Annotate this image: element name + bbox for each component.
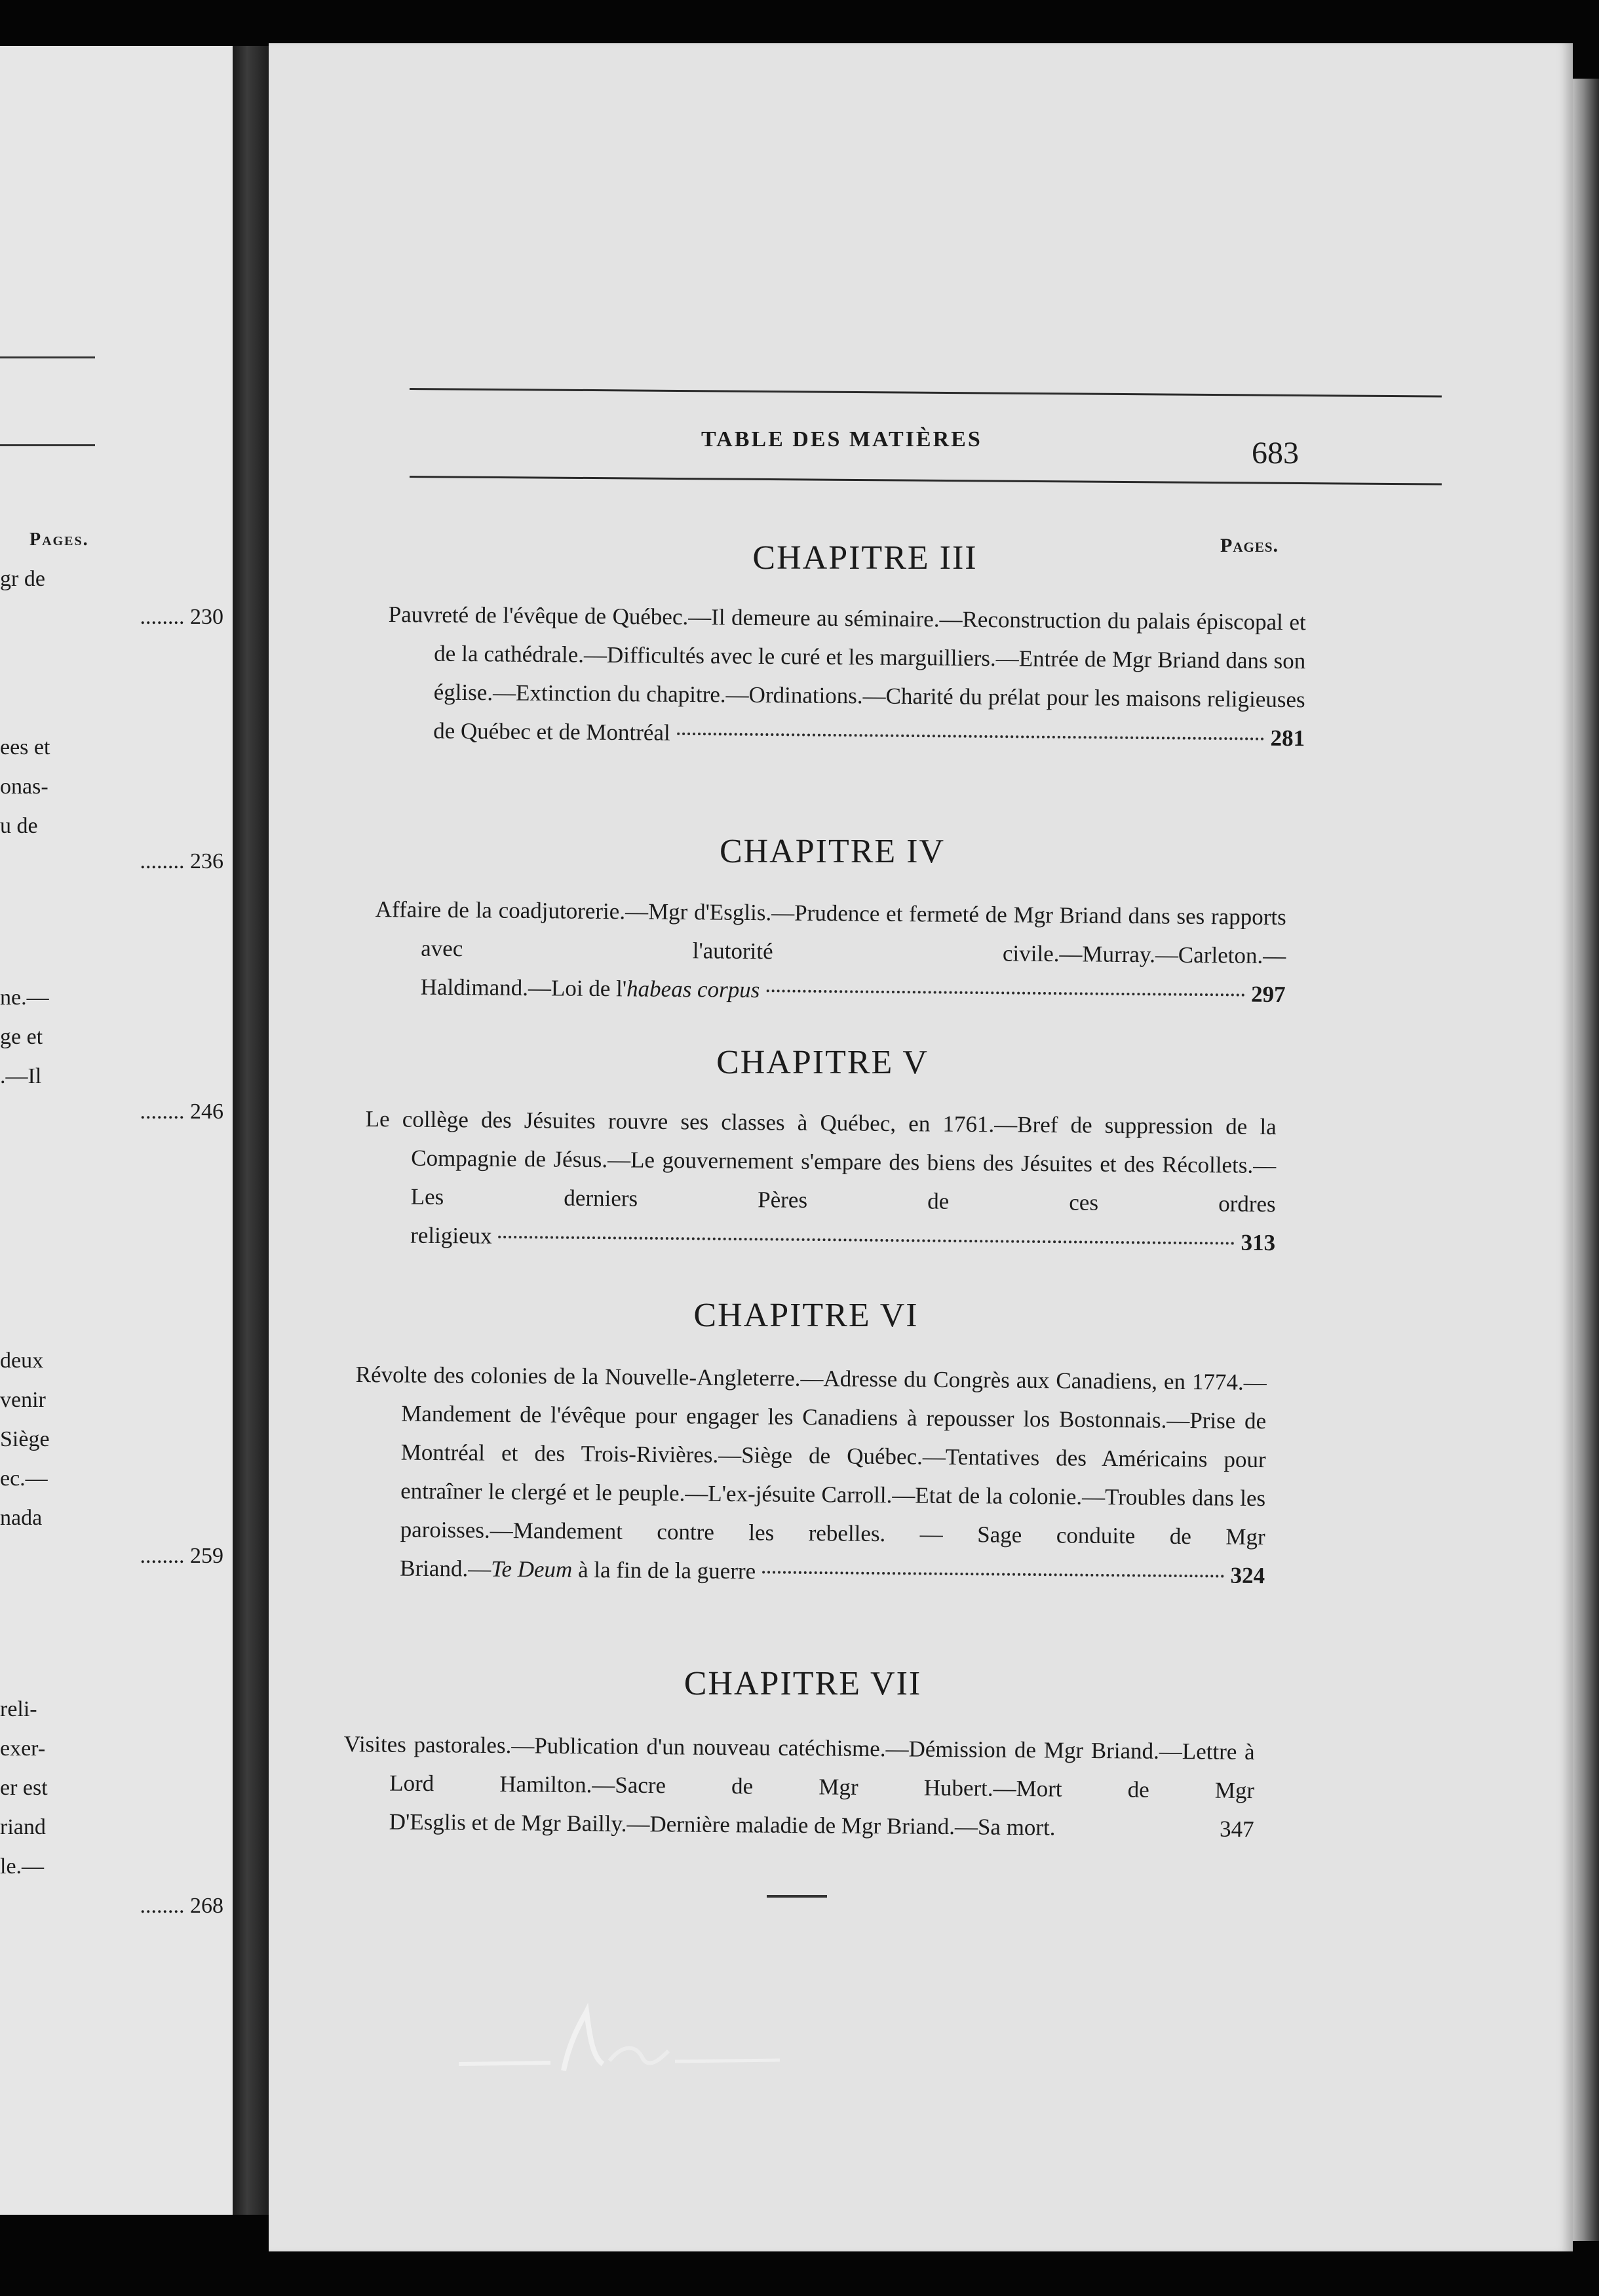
facing-page-fragment: Siège (0, 1427, 50, 1451)
facing-page-fragment: nada (0, 1506, 43, 1530)
chapter-page-number: 313 (1241, 1229, 1276, 1256)
facing-page (0, 46, 233, 2215)
faded-library-stamp (452, 1999, 793, 2084)
pages-column-label: Pages. (1220, 535, 1279, 556)
chapter-last-line (354, 1548, 1265, 1595)
facing-page-fragment: ees et (0, 735, 50, 759)
facing-page-fragment: ec.— (0, 1466, 48, 1491)
chapter-page-number: 347 (1219, 1816, 1254, 1843)
page-number: 683 (1252, 436, 1299, 470)
chapter-last-line (387, 711, 1305, 757)
page-edge (1573, 79, 1599, 2241)
facing-page-fragment: ........ 268 (140, 1894, 223, 1918)
facing-page-fragment: ........ 259 (140, 1544, 223, 1568)
chapter-last-line-text: D'Esglis et de Mgr Bailly.—Dernière maladie de Mgr Briand.—Sa mort. (389, 1808, 1056, 1841)
chapter-summary-text: Pauvreté de l'évêque de Québec.—Il demeure au séminaire.—Reconstruction du palais épiscopal et de la cathédrale.—Difficultés avec le curé et les marguilliers.—Entrée de Mgr Briand dans son église.—Extinction du chapitre.—Ordinations.—Charité du prélat pour les maisons religieuses (388, 601, 1306, 713)
chapter-last-line (343, 1802, 1254, 1848)
facing-page-rule-top (0, 356, 95, 358)
chapter-summary (364, 1100, 1277, 1262)
chapter-last-line (374, 967, 1285, 1014)
chapter-last-line-text: Haldimand.—Loi de l' (420, 974, 627, 1002)
facing-page-fragment: deux (0, 1349, 44, 1373)
dot-leader (766, 989, 1244, 996)
chapter-summary (343, 1725, 1254, 1848)
chapter-title: CHAPITRE III (752, 539, 978, 577)
facing-page-pages-label: Pages. (29, 529, 89, 550)
dot-leader (762, 1571, 1224, 1577)
chapter-page-number: 324 (1230, 1562, 1265, 1589)
facing-page-fragment: gr de (0, 567, 45, 591)
header-rule-top (410, 388, 1442, 398)
chapter-summary (387, 595, 1306, 757)
facing-page-fragment: ........ 246 (140, 1100, 223, 1124)
chapter-title: CHAPITRE IV (719, 833, 946, 870)
chapter-summary (354, 1355, 1267, 1595)
facing-page-fragment: u de (0, 814, 38, 838)
chapter-summary-text: Visites pastorales.—Publication d'un nouveau catéchisme.—Démission de Mgr Briand.—Lettre à Lord Hamilton.—Sacre de Mgr Hubert.—Mort de Mgr (343, 1731, 1255, 1804)
facing-page-fragment: ........ 230 (140, 605, 223, 629)
facing-page-fragment: ........ 236 (140, 849, 223, 873)
chapter-summary-text: Révolte des colonies de la Nouvelle-Angleterre.—Adresse du Congrès aux Canadiens, en 1774.—Mandement de l'évêque pour engager les Canadiens à repousser los Bostonnais.—Prise de Montréal et des Trois-Rivières.—Siège de Québec.—Tentatives des Américains pour entraîner le clergé et le peuple.—L'ex-jésuite Carroll.—Etat de la colonie.—Troubles dans les paroisses.—Mandement contre les rebelles. — Sage conduite de Mgr (355, 1361, 1267, 1550)
facing-page-fragment: ge et (0, 1025, 43, 1049)
facing-page-rule-bottom (0, 444, 95, 446)
book-gutter (233, 46, 269, 2215)
chapter-last-line (364, 1215, 1275, 1262)
chapter-summary-text: Le collège des Jésuites rouvre ses classes à Québec, en 1761.—Bref de suppression de la Compagnie de Jésus.—Le gouvernement s'empare des biens des Jésuites et des Récollets.—Les derniers Pères de ces ordres (365, 1105, 1277, 1217)
facing-page-fragment: exer- (0, 1736, 46, 1761)
chapter-summary-text: Affaire de la coadjutorerie.—Mgr d'Esglis.—Prudence et fermeté de Mgr Briand dans ses rapports avec l'autorité civile.—Murray.—Carleton.— (375, 896, 1286, 969)
facing-page-fragment: le.— (0, 1854, 45, 1879)
facing-page-fragment: onas- (0, 775, 48, 799)
chapter-last-line-text: de Québec et de Montréal (433, 718, 670, 746)
chapter-title: CHAPITRE VII (684, 1665, 922, 1702)
chapter-page-number: 281 (1270, 725, 1305, 752)
running-title: TABLE DES MATIÈRES (701, 427, 982, 451)
chapter-last-line-italic: habeas corpus (626, 976, 760, 1003)
facing-page-fragment: ne.— (0, 985, 49, 1010)
chapter-summary (374, 890, 1286, 1014)
chapter-title: CHAPITRE V (716, 1044, 929, 1081)
facing-page-fragment: reli- (0, 1697, 37, 1721)
facing-page-fragment: riand (0, 1815, 46, 1839)
chapter-last-line-text-after: à la fin de la guerre (572, 1556, 756, 1584)
header-rule-bottom (410, 476, 1442, 486)
chapter-last-line-text: religieux (410, 1222, 492, 1249)
chapter-page-number: 297 (1250, 981, 1286, 1008)
facing-page-fragment: er est (0, 1776, 48, 1800)
facing-page-fragment: venir (0, 1388, 46, 1412)
facing-page-fragment: .—Il (0, 1064, 42, 1088)
chapter-last-line-italic: Te Deum (491, 1556, 573, 1582)
chapter-title: CHAPITRE VI (693, 1297, 919, 1334)
dot-leader (677, 733, 1264, 740)
dot-leader (499, 1236, 1235, 1245)
chapter-last-line-text: Briand.— (399, 1555, 491, 1582)
end-rule (767, 1895, 827, 1898)
